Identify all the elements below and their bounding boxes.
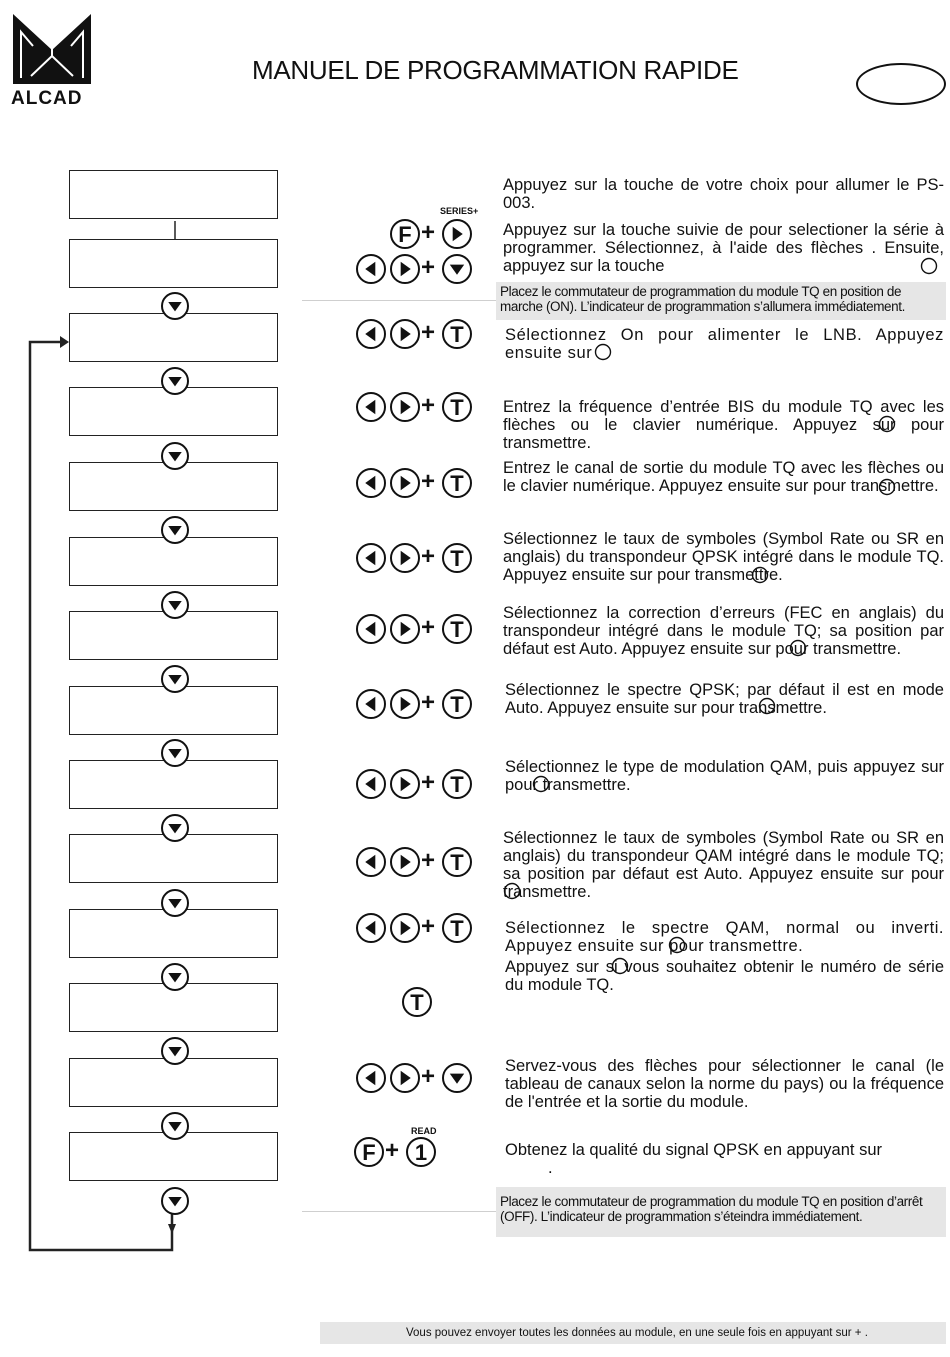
right-arrow-key-icon [389, 467, 421, 499]
language-oval [856, 63, 946, 105]
flow-down-arrow-icon [160, 590, 190, 620]
right-arrow-key-icon [389, 613, 421, 645]
step-14-end: . [548, 1159, 553, 1177]
one-key-icon [405, 1136, 437, 1168]
left-arrow-key-icon [355, 688, 387, 720]
t-key-icon [441, 688, 473, 720]
svg-text:F: F [362, 1140, 376, 1165]
flow-down-arrow-icon [160, 1111, 190, 1141]
svg-text:1: 1 [414, 1140, 428, 1165]
divider [302, 1211, 496, 1212]
plus-sign: + [421, 689, 436, 716]
step-5-text: Entrez le canal de sortie du module TQ avec les flèches ou le clavier numérique. Appuyez ensuite sur pour transmettre. [503, 459, 944, 495]
svg-text:T: T [450, 395, 464, 420]
read-label: READ [411, 1126, 437, 1136]
plus-sign: + [421, 543, 436, 570]
flow-down-arrow-icon [160, 813, 190, 843]
plus-sign: + [421, 614, 436, 641]
t-key-icon [441, 318, 473, 350]
inline-key-circle-icon [594, 343, 612, 361]
step-9-text: Sélectionnez le type de modulation QAM, puis appuyez sur pour transmettre. [505, 758, 944, 794]
inline-key-circle-icon [751, 566, 769, 584]
f-key-icon [353, 1136, 385, 1168]
page-title: MANUEL DE PROGRAMMATION RAPIDE [252, 55, 739, 85]
svg-text:F: F [398, 222, 412, 247]
down-arrow-key-icon [441, 1062, 473, 1094]
flow-down-arrow-icon [160, 738, 190, 768]
t-key-icon [441, 613, 473, 645]
right-arrow-key-icon [441, 218, 473, 250]
lcd-screen-2 [69, 239, 278, 288]
down-arrow-key-icon [441, 253, 473, 285]
left-arrow-key-icon [355, 318, 387, 350]
step-12-text: Appuyez sur si vous souhaitez obtenir le numéro de série du module TQ. [505, 958, 944, 994]
inline-key-circle-icon [789, 639, 807, 657]
flow-down-arrow-icon [160, 441, 190, 471]
plus-sign: + [421, 392, 436, 419]
step-2-text: Appuyez sur la touche suivie de pour selectioner la série à programmer. Sélectionnez, à l'aide des flèches . Ensuite, appuyez sur la touche [503, 221, 944, 275]
svg-text:T: T [450, 916, 464, 941]
step-7-text: Sélectionnez la correction d’erreurs (FEC en anglais) du transpondeur intégré dans le module TQ; sa position par défaut est Auto. Appuyez ensuite sur pour transmettre. [503, 604, 944, 658]
left-arrow-key-icon [355, 253, 387, 285]
flow-down-arrow-icon [160, 291, 190, 321]
left-arrow-key-icon [355, 912, 387, 944]
flow-down-arrow-icon [160, 664, 190, 694]
left-arrow-key-icon [355, 542, 387, 574]
brand-name: ALCAD [11, 88, 83, 109]
flow-down-arrow-icon [160, 1036, 190, 1066]
footer-note: Vous pouvez envoyer toutes les données au module, en une seule fois en appuyant sur + . [320, 1322, 946, 1344]
inline-key-circle-icon [503, 882, 521, 900]
right-arrow-key-icon [389, 846, 421, 878]
inline-key-circle-icon [758, 697, 776, 715]
alcad-logo [11, 10, 93, 86]
svg-text:T: T [450, 471, 464, 496]
step-14-text: Obtenez la qualité du signal QPSK en appuyant sur [505, 1141, 882, 1159]
inline-key-circle-icon [878, 478, 896, 496]
svg-text:T: T [450, 850, 464, 875]
plus-sign: + [421, 913, 436, 940]
t-key-icon [441, 542, 473, 574]
svg-text:T: T [410, 990, 424, 1015]
step-11-text: Sélectionnez le spectre QAM, normal ou inverti. Appuyez ensuite sur pour transmettre. [505, 919, 944, 955]
right-arrow-key-icon [389, 768, 421, 800]
left-arrow-key-icon [355, 1062, 387, 1094]
step-6-text: Sélectionnez le taux de symboles (Symbol Rate ou SR en anglais) du transpondeur QPSK intégré dans le module TQ. Appuyez ensuite sur pour transmettre. [503, 530, 944, 584]
left-arrow-key-icon [355, 467, 387, 499]
inline-key-circle-icon [920, 257, 938, 275]
note-switch-on: Placez le commutateur de programmation du module TQ en position de marche (ON). L’indicateur de programmation s’allumera immédiatement. [496, 282, 946, 320]
right-arrow-key-icon [389, 1062, 421, 1094]
plus-sign: + [421, 319, 436, 346]
step-10-text: Sélectionnez le taux de symboles (Symbol Rate ou SR en anglais) du transpondeur QAM intégré dans le module TQ; sa position par défaut est Auto. Appuyez ensuite sur pour transmettre. [503, 829, 944, 901]
left-arrow-key-icon [355, 613, 387, 645]
t-key-icon [441, 467, 473, 499]
inline-key-circle-icon [668, 936, 686, 954]
plus-sign: + [385, 1137, 400, 1164]
left-arrow-key-icon [355, 846, 387, 878]
t-key-icon [441, 846, 473, 878]
t-key-icon [441, 768, 473, 800]
right-arrow-key-icon [389, 391, 421, 423]
svg-text:T: T [450, 322, 464, 347]
flow-down-arrow-icon [160, 888, 190, 918]
step-3-text: Sélectionnez On pour alimenter le LNB. Appuyez ensuite sur [505, 326, 944, 362]
series-label: SERIES+ [440, 206, 479, 216]
svg-text:T: T [450, 546, 464, 571]
t-key-icon [441, 391, 473, 423]
svg-text:T: T [450, 772, 464, 797]
plus-sign: + [421, 847, 436, 874]
f-key-icon [389, 218, 421, 250]
plus-sign: + [421, 769, 436, 796]
right-arrow-key-icon [389, 688, 421, 720]
svg-text:T: T [450, 617, 464, 642]
flow-down-arrow-icon [160, 366, 190, 396]
flow-down-arrow-icon [160, 962, 190, 992]
step-1-text: Appuyez sur la touche de votre choix pour allumer le PS-003. [503, 176, 944, 212]
inline-key-circle-icon [532, 775, 550, 793]
t-key-icon [441, 912, 473, 944]
right-arrow-key-icon [389, 912, 421, 944]
t-key-icon [401, 986, 433, 1018]
step-8-text: Sélectionnez le spectre QPSK; par défaut il est en mode Auto. Appuyez ensuite sur pour transmettre. [505, 681, 944, 717]
right-arrow-key-icon [389, 318, 421, 350]
divider [302, 300, 496, 301]
plus-sign: + [421, 1063, 436, 1090]
left-arrow-key-icon [355, 391, 387, 423]
inline-key-circle-icon [611, 957, 629, 975]
flow-down-arrow-icon [160, 1186, 190, 1216]
right-arrow-key-icon [389, 253, 421, 285]
svg-text:T: T [450, 692, 464, 717]
inline-key-circle-icon [878, 415, 896, 433]
plus-sign: + [421, 468, 436, 495]
right-arrow-key-icon [389, 542, 421, 574]
step-13-text: Servez-vous des flèches pour sélectionner le canal (le tableau de canaux selon la norme du pays) ou la fréquence de l'entrée et la sortie du module. [505, 1057, 944, 1111]
note-switch-off: Placez le commutateur de programmation du module TQ en position d’arrêt (OFF). L’indicateur de programmation s’éteindra immédiatement. [496, 1187, 946, 1237]
plus-sign: + [421, 254, 436, 281]
left-arrow-key-icon [355, 768, 387, 800]
plus-sign: + [421, 219, 436, 246]
step-4-text: Entrez la fréquence d’entrée BIS du module TQ avec les flèches ou le clavier numérique. Appuyez sur pour transmettre. [503, 398, 944, 452]
flow-down-arrow-icon [160, 515, 190, 545]
lcd-screen-1 [69, 170, 278, 219]
